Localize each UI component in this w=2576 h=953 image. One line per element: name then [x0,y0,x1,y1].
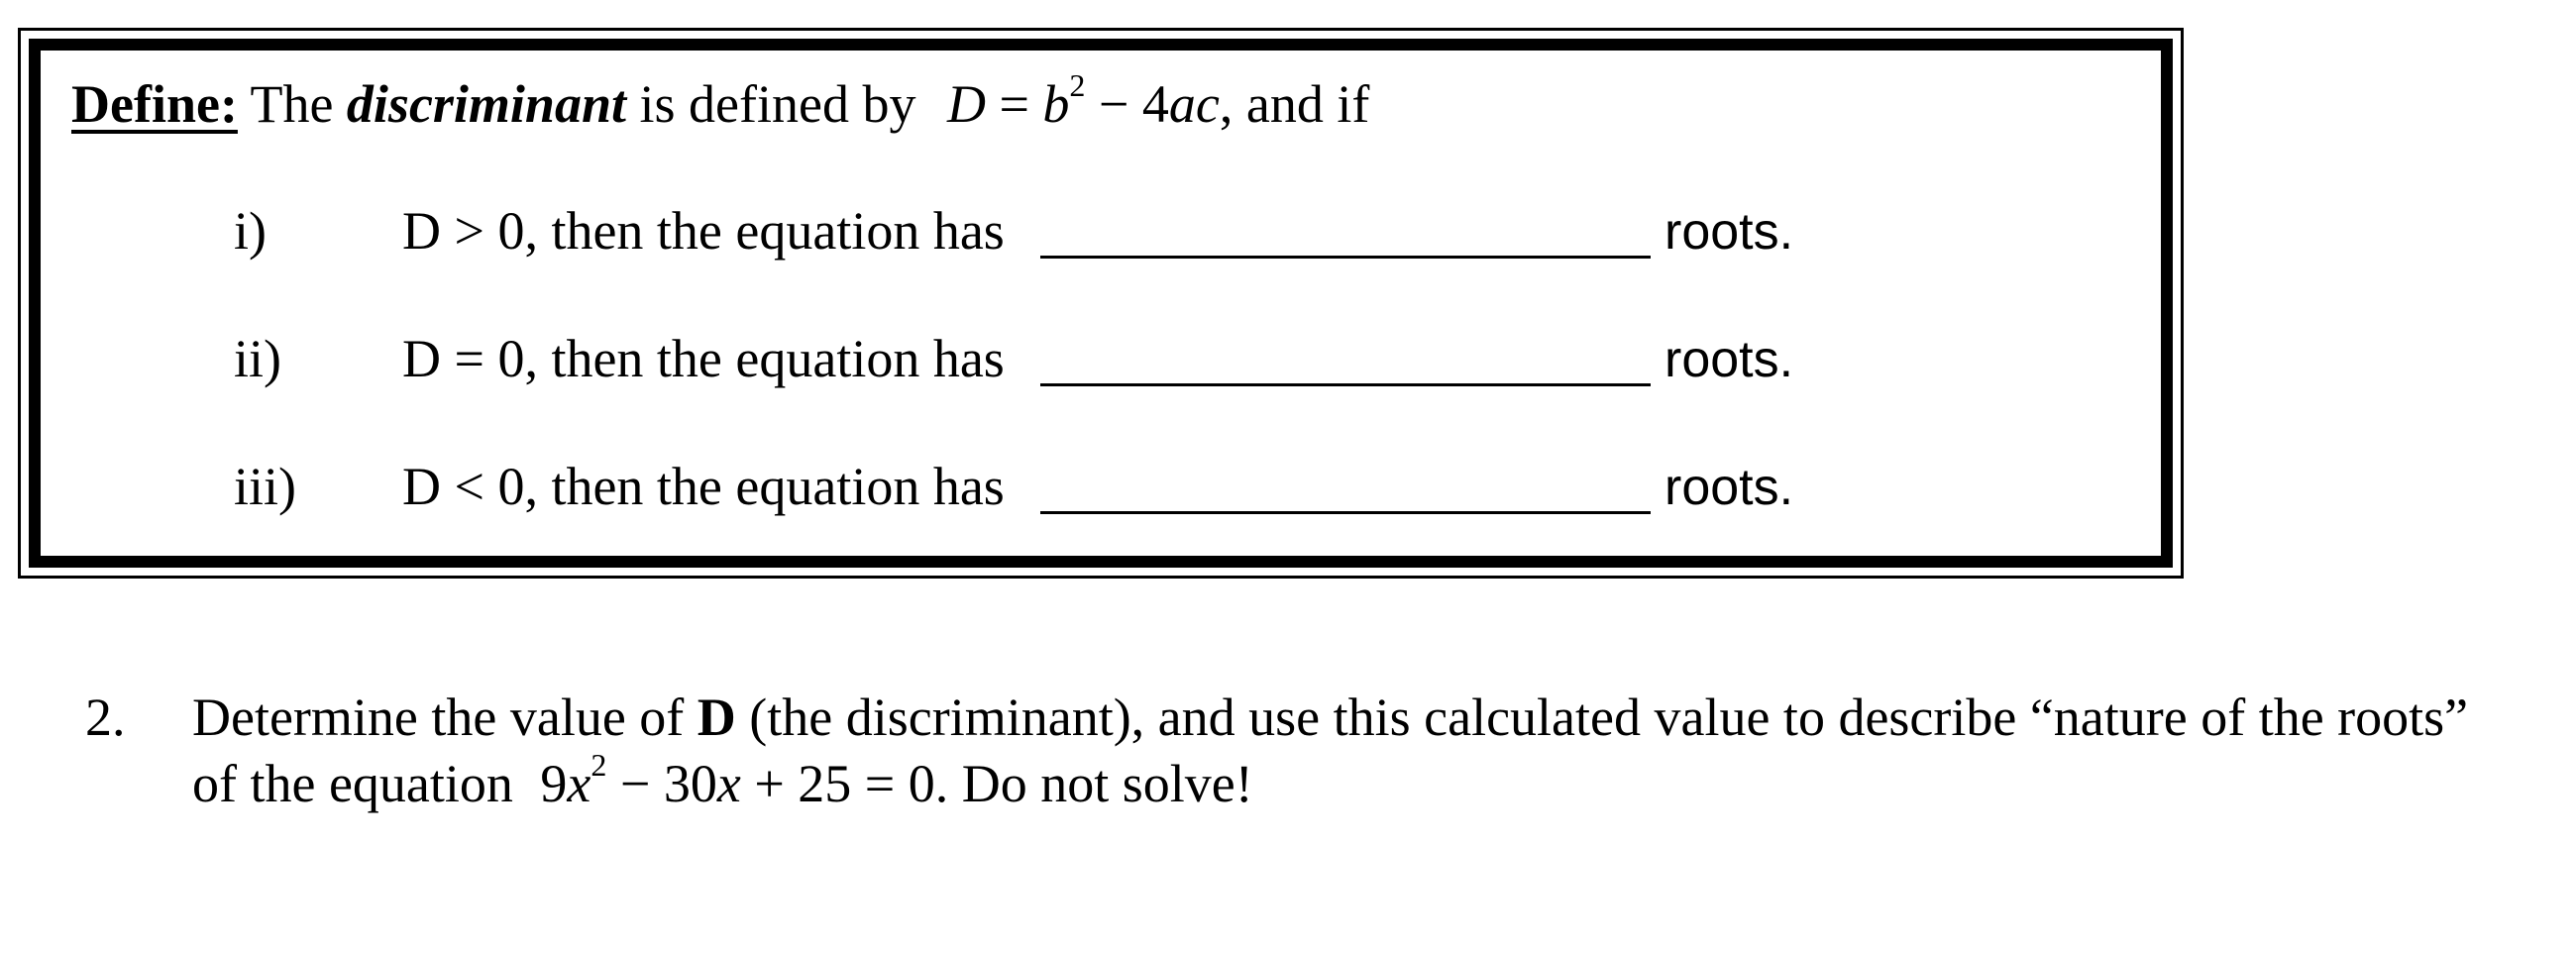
eq-middle-term: − 30 [606,754,717,813]
intro-end: , and if [1219,74,1370,134]
case-suffix: roots. [1664,331,1794,388]
question-line-1 [192,688,2469,747]
formula-ac: ac [1168,74,1220,134]
case-numeral: i) [234,201,267,261]
formula-equals: = [985,74,1043,134]
case-suffix: roots. [1664,203,1794,261]
intro-before: The [250,74,334,134]
formula-d: D [946,74,986,134]
quadratic-equation [540,747,935,813]
case-numeral: iii) [234,457,296,516]
define-label: Define: [71,74,238,134]
case-condition: D > 0, then the equation has [402,201,1005,261]
question-text-end: (the discriminant), and use this calculated value to describe “nature of the roots” [735,688,2469,747]
case-numeral: ii) [234,329,281,388]
discriminant-term: discriminant [346,74,626,134]
question-line2-end: . Do not solve! [934,754,1253,813]
question-line-2 [192,747,1253,813]
definition-heading [71,67,1370,134]
answer-blank[interactable] [1040,511,1651,514]
formula-minus-four: − 4 [1085,74,1169,134]
question-line2-start: of the equation [192,754,513,813]
formula-exponent: 2 [1069,67,1086,103]
eq-exponent: 2 [590,747,607,783]
eq-coefficient: 9 [540,754,568,813]
formula-b: b [1042,74,1070,134]
case-condition: D = 0, then the equation has [402,329,1005,388]
question-number: 2. [85,688,126,747]
case-condition: D < 0, then the equation has [402,457,1005,516]
intro-after: is defined by [639,74,916,134]
question-text-start: Determine the value of [192,688,698,747]
eq-variable: x [567,754,591,813]
eq-end: + 25 = 0 [740,754,935,813]
question-bold-d: D [697,688,736,747]
case-suffix: roots. [1664,459,1794,516]
answer-blank[interactable] [1040,256,1651,259]
eq-variable-2: x [716,754,741,813]
discriminant-formula [946,67,1220,134]
answer-blank[interactable] [1040,383,1651,386]
